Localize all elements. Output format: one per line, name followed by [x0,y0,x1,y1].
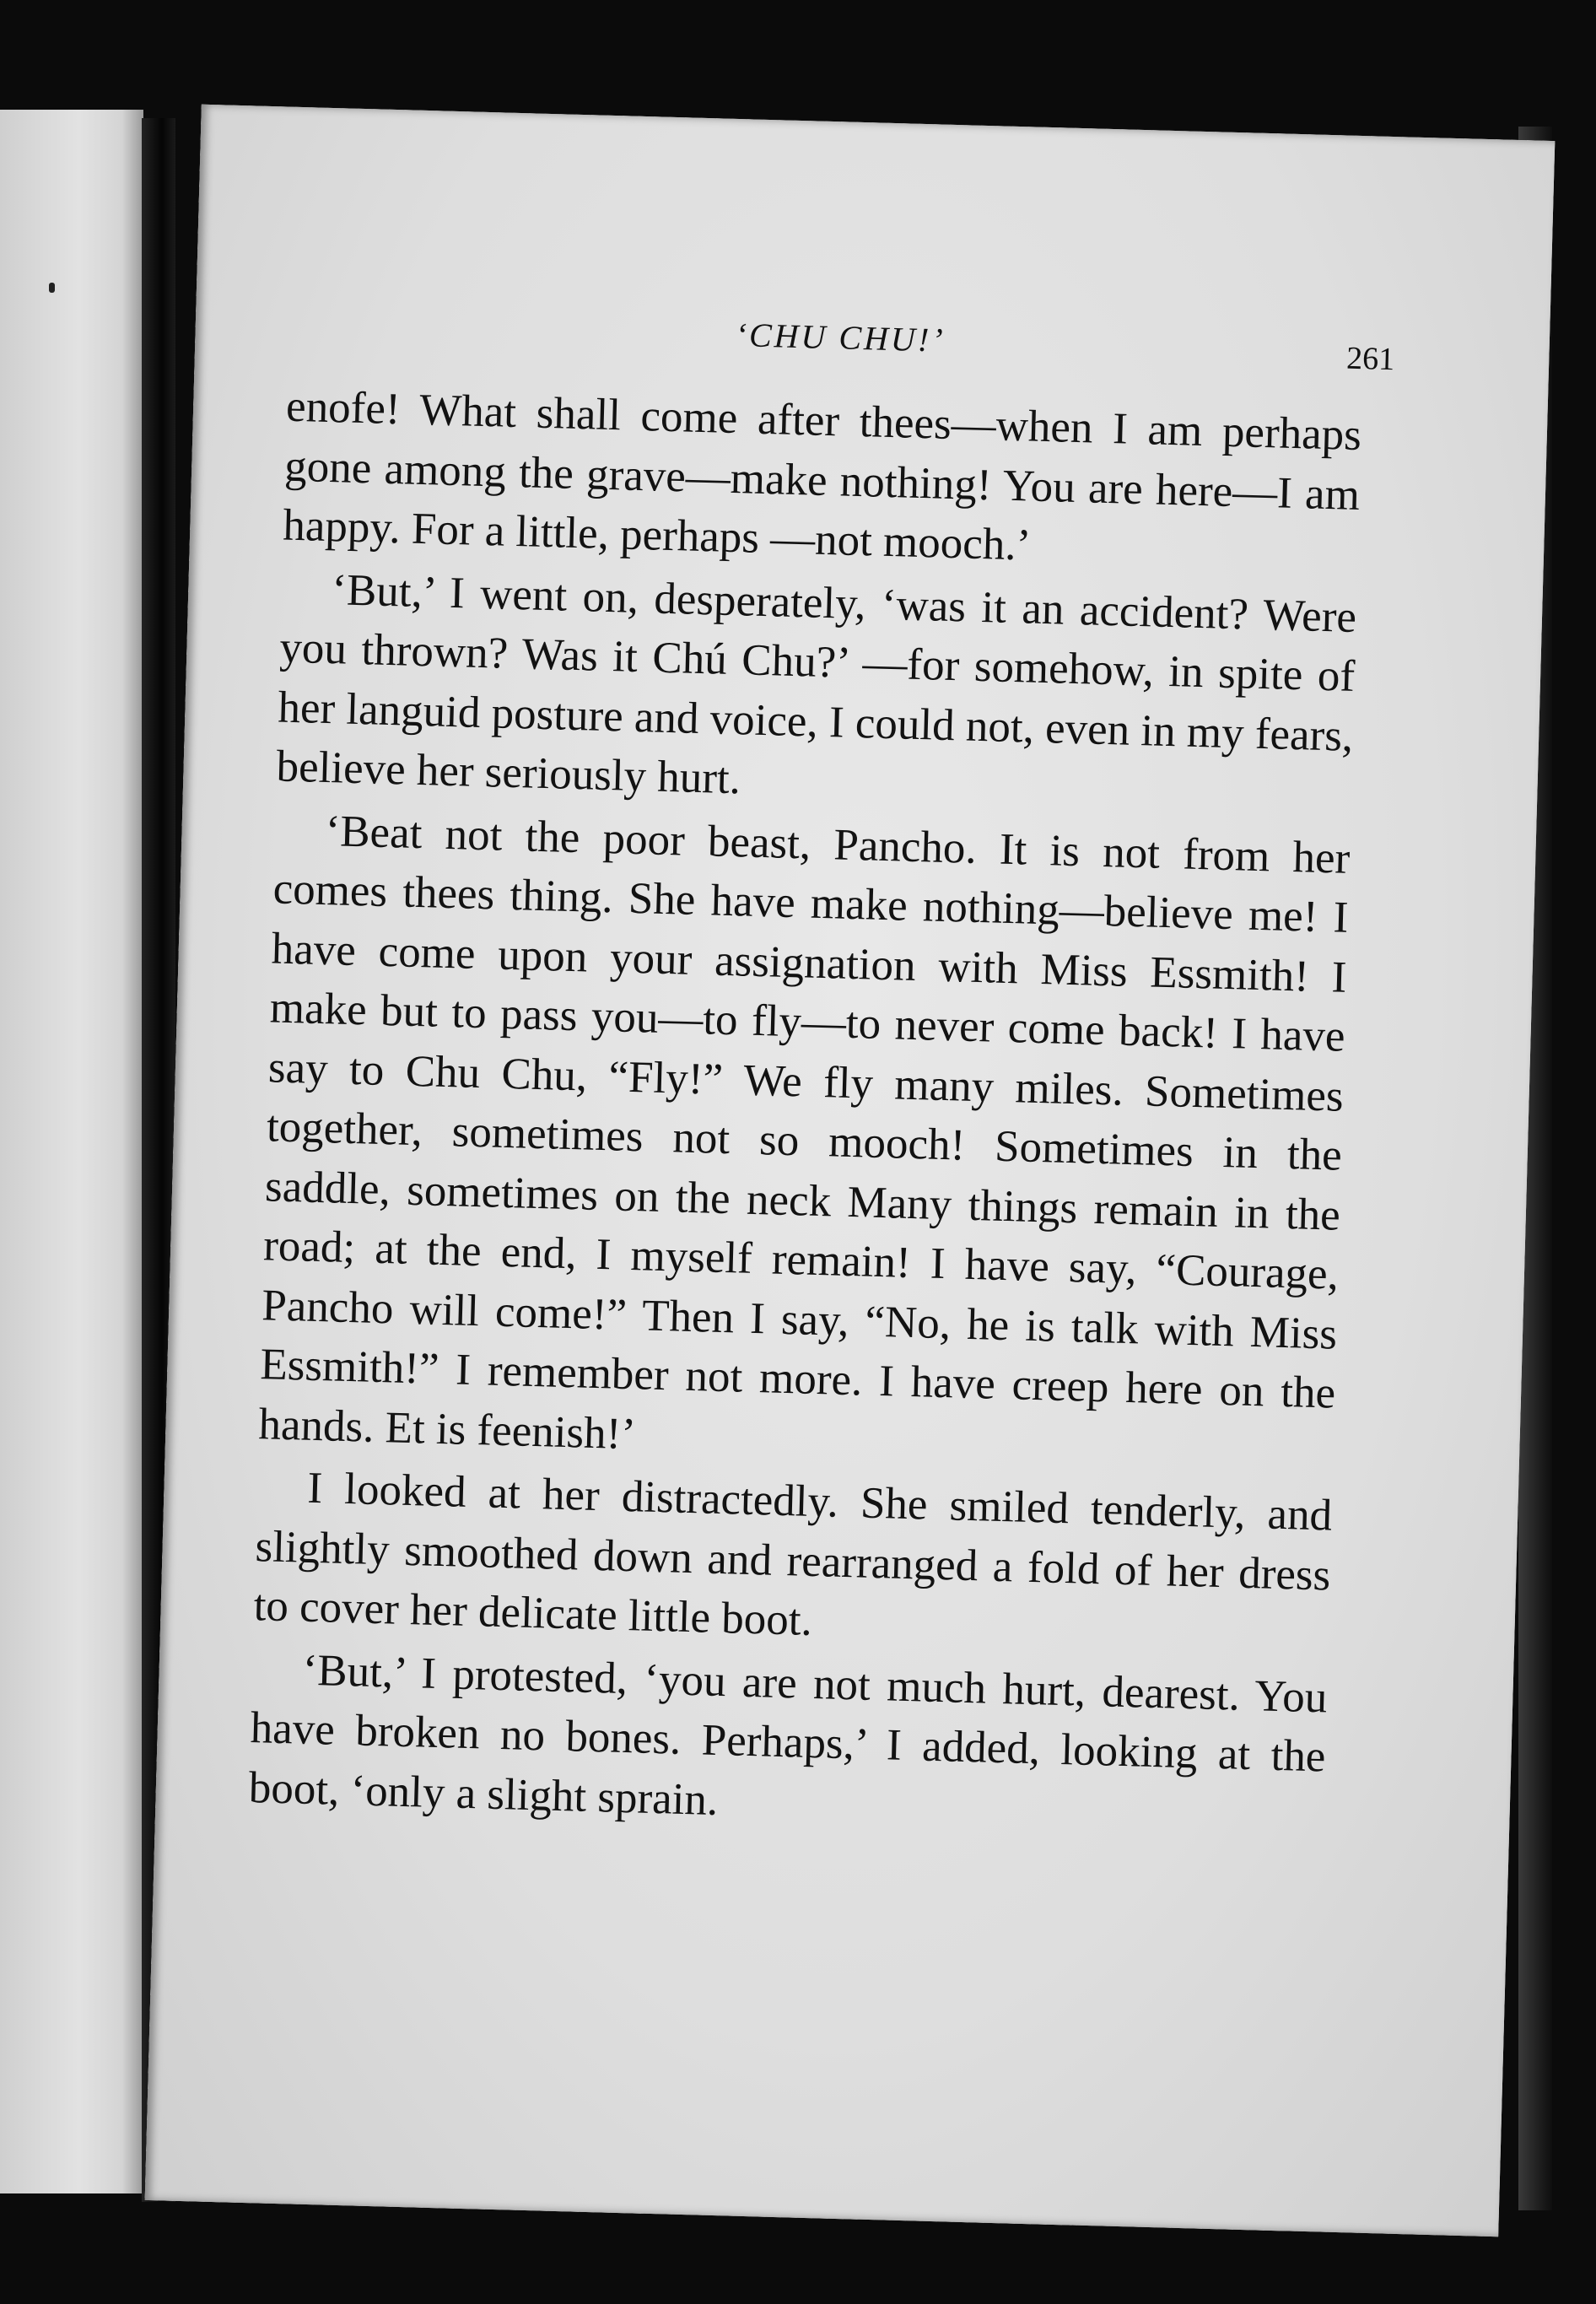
running-head-title: ‘CHU CHU!’ [735,315,946,359]
left-page-edge [0,110,143,2193]
body-text [248,377,1362,1850]
paragraph-4: I looked at her distractedly. She smiled tenderly, and slightly smoothed down and rearranged a fold of her dress to cover her delicate little boot. [253,1463,1333,1645]
paragraph-3: ‘Beat not the poor beast, Pancho. It is not from her comes thees thing. She have make nothing—believe me! I have come upon your assignation with Miss Essmith! I make but to pass you—to fly—to never come back! I have say to Chu Chu, “Fly!” We fly many miles. Sometimes together, sometimes not so mooch! Sometimes in the saddle, sometimes on the neck Many things remain in the road; at the end, I myself remain! I have say, “Courage, Pancho will come!” Then I say, “No, he is talk with Miss Essmith!” I remember not more. I have creep here on the hands. Et is feenish!’ [257,806,1351,1459]
paragraph-1: enofe! What shall come after thees—when I am perhaps gone among the grave—make nothing! You are here—I am happy. For a little, perhaps —not mooch.’ [282,381,1362,570]
ink-speck [49,283,55,293]
paragraph-5: ‘But,’ I protested, ‘you are not much hurt, dearest. You have broken no bones. Perhaps,’ I added, looking at the boot, ‘only a slight sprain. [248,1645,1329,1825]
page-number: 261 [1345,340,1395,378]
paragraph-2: ‘But,’ I went on, desperately, ‘was it an accident? Were you thrown? Was it Chú Chu?’ —for somehow, in spite of her languid posture and voice, I could not, even in my fears, believe her seriously hurt. [275,564,1357,804]
book-page [145,105,1556,2237]
running-head [195,300,1550,387]
